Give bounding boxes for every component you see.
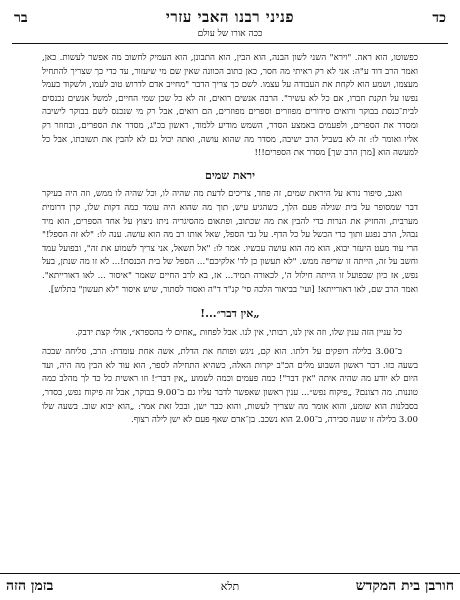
section-title-fear-of-heaven: יראת שמים [205,168,255,182]
paragraph-3: כל עניין הזה ענין שלו, וזה אין לנו, רבותי, אין לנו. אבל לפחות „אחים לי בהספרא״, אולי קצת ידבק. [75,327,402,338]
footer-right-title: חורבן בית המקדש [355,578,454,594]
page-number-left: בר [14,10,28,26]
section-title-ein-davar: „אין דבר״...! [200,307,260,321]
paragraph-2: ואגב, סיפור נורא על היראת שמים, זה פחד, צריכים לדעת מה שהיה לו, וכל שהיה לו ממש, וזה היה בעיקר דבר שמסופר על בית שגילה פעם הלך, כשהגיע עיש, תוך מה שהוא היה עומד כמה דקות שלו, קרן דרומית מערבית, והחזיק את הנרות כדי להבין את מה שכתוב, ופתאום מהסיגריה ניתז ניצוץ על אחד הספרים, הוא מיד נבהל, הרב נפגע ותוך כדי הכשל על כל הדף. על גבי הספל, שאל אותו רב מה הוא עושה. ענה לו: "לא זה הספל!" הרי עוד מעט היעזר יבוא, הוא מה הוא עושה עכשיו. אמר לו: "אל תשאל, אני צריך לשמוע את זה", ובפועל עמד וחשב על זה, הייתה זו שריפה ממש. "לא תעשון כן לד' אלקיכם"... הספל של בית הכנסת!... לא זו מה שנתן, בעל נפש, אז כיון שבפועל זו הייתה חילול ה', לכאורה תמיד... אז, בא לרב החיים שאמר "איסור ... לאו דאורייתא". ואמר הרב שם, לאו דאורייתא! [ועי' בביאור הלכה סי' קנ"ד ד"ה ואסור לסתור, שיש איסור "לא תעשון" בתלוש]. [42,189,418,295]
paragraph-4: ב־3.00 בלילה דופקים על דלתו. הוא קם, ניגש ופותח את הדלת, אשה אחת עומדת: הרב, סליחה שבכה בשעה כזו. דבר ראשון השבוע מלים הכ"ב יקרות האלה, כשהיא התחילה לספר, הוא עוד לא הבין מה היה, ועד היום לא יודע מה שהיה איתה "אין דבר"! כמה פעמים וכמה לשמוע „אין דבר״! וזו ראשית כל כד לך מהלב כמה טוננות. מה רצונם? „פיקוח נפש״... ענין ראשון שאפשר לדבר עליו גם ב־9.00 בבוקר, אבל זה פיקוח נפש, בסדר, בסבלנות הוא שומע, והוא אומר מה שצריך לעשות, והוא כבר ישן, ובכל זאת אמר: „הוא יבוא שוב. בשעה שלו 3.00 בלילה זו שעה סבירה, ב־2.00 הוא נשכב. בן־אדם שאף פעם לא ישן לילה רצוף. [42,347,418,426]
page-header [14,8,446,44]
footer-left-title: בזמן הזה [6,578,54,594]
running-title: פניני רבנו האבי עזרי [165,8,295,26]
paragraph-1: כפשוטו, הוא ראה. "וירא" השני לשון הבנה, הוא הבין, הוא התבונן, הוא העמיק לחשוב מה אפשר לעשות. כאן, ואמר הרב דוד ע"ה: אני לא רק ראיתי מה חסר, כאן כתוב הכוונה שאין שם מי שיעזור, עד כדי כך שצריך להתחיל מעצמו, ושמע הוא לקחת את העבודה על עצמו. לשם כך צריך הדבר "מחייב אדם לדרוש טוב לעמו, ולשקוד בעמל נפשו על תקנת חברו, אם כל לא עשיר". הרבה אנשים רואים, זה לא כל שכן שמי החיים, למשל אנשים נכנסים לבית־כנסת בבוקר ורואים סידורים מפוזרים וספרים מפוזרים, הם רואים, אבל רק מי שנכנס לשם בבוקר לישיבה ומסדר את הספרים, ולפעמים באמצע הסדר, השמש מודיע ללמוד, ראשון בכ"ג, מסדר את הספרים, ובחוזר רק אליו ואומר לו: זה לא בשביל הרב ישיבה, מסדר מה שהוא עושה, ואתה יכול גם לא להבין את תשובתו, אבל כל למעשה הוא [מרן הרב שך] מסדר את הספרים!!! [42,53,418,159]
header-rule [12,43,448,44]
footer-center-number: תלא [220,580,240,593]
main-text [42,52,418,428]
running-subtitle: ככה אורו של עולם [197,29,263,39]
page-footer [0,573,460,600]
page-number-right: כד [432,10,446,26]
